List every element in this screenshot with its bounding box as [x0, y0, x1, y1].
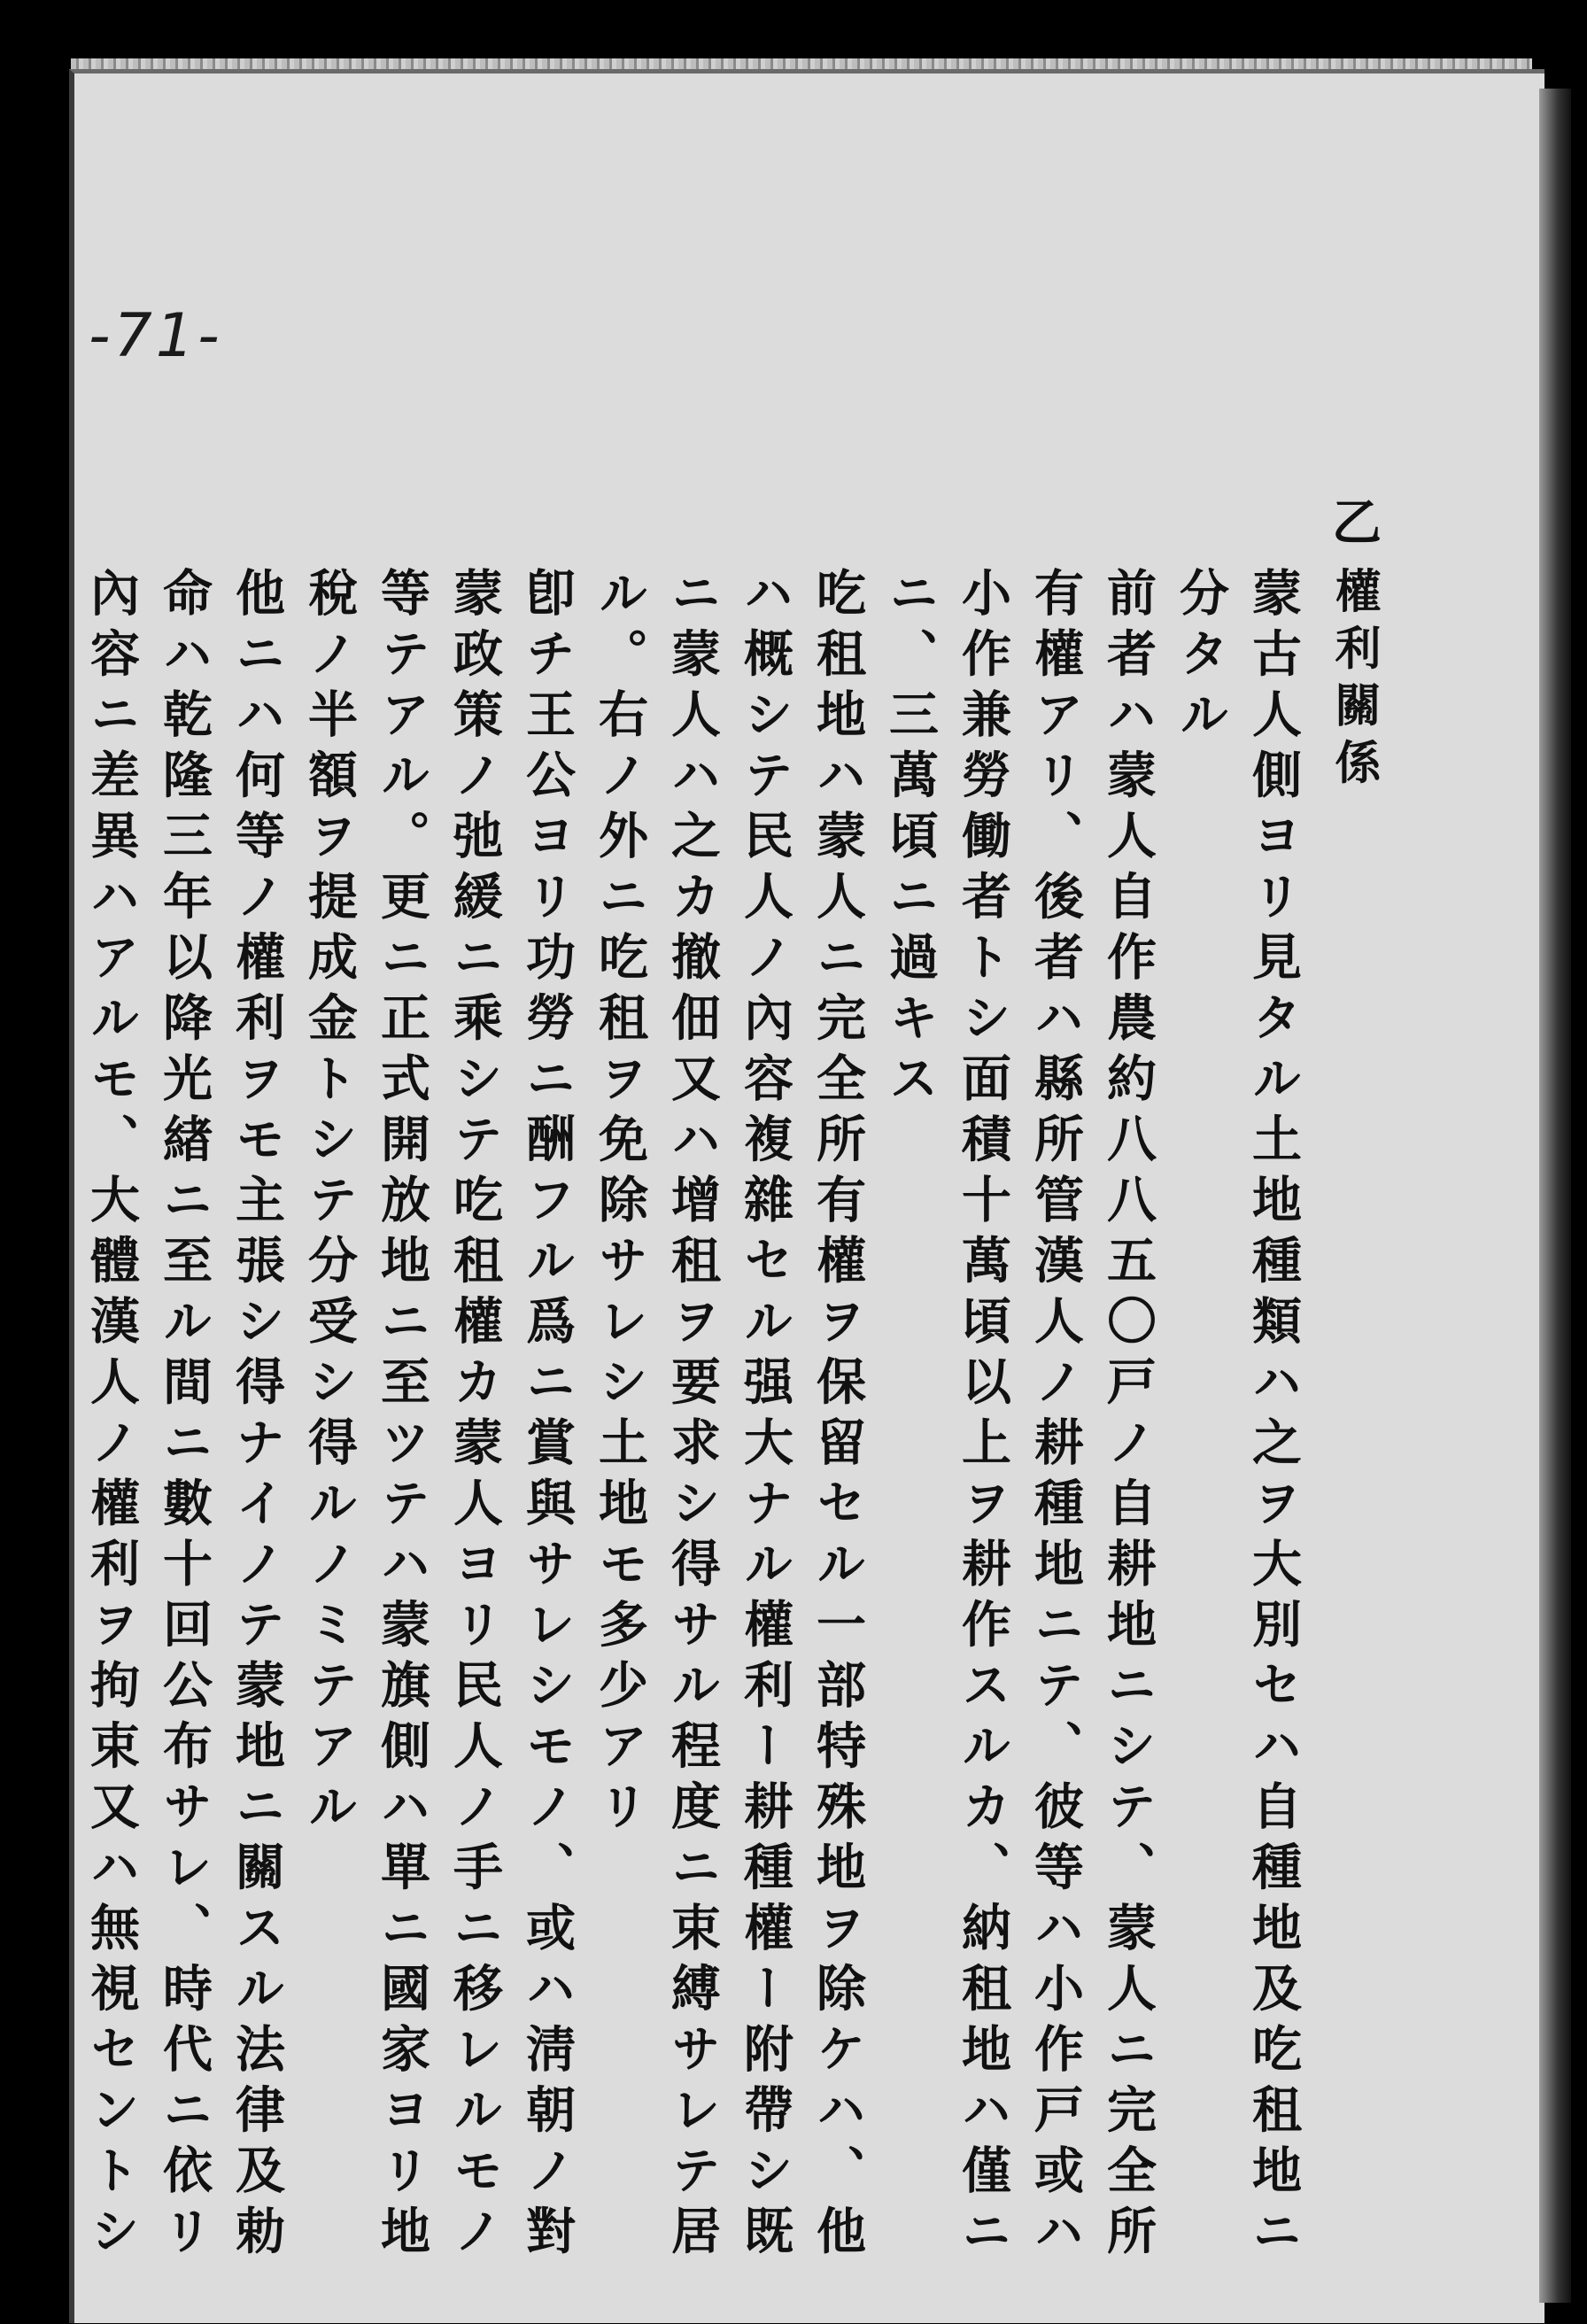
text-column: ハ概シテ民人ノ內容複雜セル强大ナル權利ー耕種權ー附帶シ既	[736, 567, 794, 2266]
text-column: ニ、三萬頃ニ過キス	[881, 567, 940, 1113]
page-right-edge	[1539, 89, 1571, 2303]
text-column: 蒙政策ノ弛緩ニ乘シテ吃租權カ蒙人ヨリ民人ノ手ニ移レルモノ	[445, 567, 504, 2266]
section-mark: 乙	[1324, 496, 1382, 557]
text-column: 內容ニ差異ハアルモ、大體漢人ノ權利ヲ拘束又ハ無視セントシ	[82, 567, 141, 2266]
text-column: ル。右ノ外ニ吃租ヲ免除サレシ土地モ多少アリ	[591, 567, 649, 1841]
text-column: 吃租地ハ蒙人ニ完全所有權ヲ保留セル一部特殊地ヲ除ケハ、他	[809, 567, 867, 2266]
section-title: 權利關係	[1327, 567, 1381, 795]
text-column: 稅ノ半額ヲ提成金トシテ分受シ得ルノミテアル	[300, 567, 359, 1841]
text-column: 他ニハ何等ノ權利ヲモ主張シ得ナイノテ蒙地ニ關スル法律及勅	[228, 567, 286, 2266]
text-column: 有權アリ、後者ハ縣所管漢人ノ耕種地ニテ、彼等ハ小作戸或ハ	[1026, 567, 1085, 2266]
text-column: 等テアル。更ニ正式開放地ニ至ツテハ蒙旗側ハ單ニ國家ヨリ地	[373, 567, 431, 2266]
text-column: 命ハ乾隆三年以降光緖ニ至ル間ニ數十回公布サレ、時代ニ依リ	[155, 567, 213, 2266]
text-column: 小作兼勞働者トシ面積十萬頃以上ヲ耕作スルカ、納租地ハ僅ニ	[954, 567, 1012, 2266]
text-column: 分タル	[1172, 567, 1230, 749]
text-column: 前者ハ蒙人自作農約八八五〇戸ノ自耕地ニシテ、蒙人ニ完全所	[1099, 567, 1157, 2266]
document-page	[69, 69, 1544, 2323]
text-column: 卽チ王公ヨリ功勞ニ酬フル爲ニ賞與サレシモノ、或ハ淸朝ノ對	[518, 567, 577, 2266]
page-number: -71-	[89, 301, 223, 371]
text-column: ニ蒙人ハ之カ撤佃又ハ增租ヲ要求シ得サル程度ニ束縛サレテ居	[663, 567, 722, 2266]
text-column: 蒙古人側ヨリ見タル土地種類ハ之ヲ大別セハ自種地及吃租地ニ	[1244, 567, 1303, 2266]
